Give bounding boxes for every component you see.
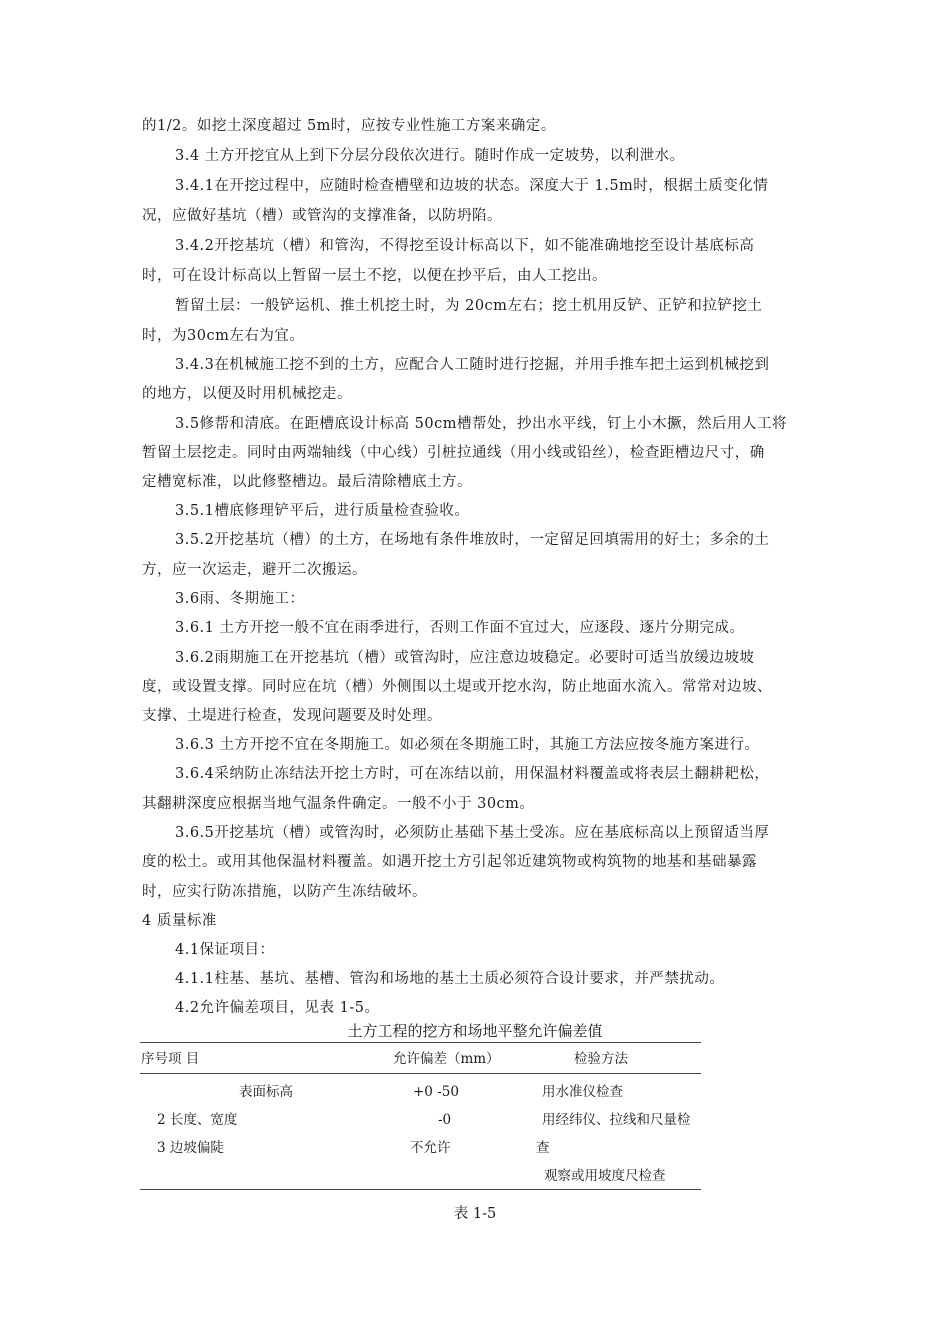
paragraph-line: 时，应实行防冻措施，以防产生冻结破坏。 — [142, 884, 427, 900]
paragraph-line: 4.1保证项目： — [175, 942, 275, 958]
paragraph-line: 定槽宽标准，以此修整槽边。最后清除槽底土方。 — [142, 474, 472, 490]
table-cell-item: 2 长度、宽度 — [157, 1112, 238, 1128]
table-header-method: 检验方法 — [574, 1051, 628, 1067]
paragraph-line: 3.6.4采纳防止冻结法开挖土方时，可在冻结以前，用保温材料覆盖或将表层土翻耕耙松， — [175, 766, 770, 782]
paragraph-line: 度的松土。或用其他保温材料覆盖。如遇开挖土方引起邻近建筑物或构筑物的地基和基础暴露 — [142, 854, 757, 870]
paragraph-line: 度，或设置支撑。同时应在坑（槽）外侧围以土堤或开挖水沟，防止地面水流入。常常对边坡、 — [142, 679, 772, 695]
table-cell-tolerance: -0 — [438, 1112, 452, 1128]
paragraph-line: 3.5.2开挖基坑（槽）的土方，在场地有条件堆放时，一定留足回填需用的好土；多余的土 — [175, 532, 770, 548]
table-title: 土方工程的挖方和场地平整允许偏差值 — [347, 1022, 603, 1040]
paragraph-line: 方，应一次运走，避开二次搬运。 — [142, 562, 367, 578]
paragraph-line: 3.4.3在机械施工挖不到的土方，应配合人工随时进行挖掘，并用手推车把土运到机械挖到 — [175, 357, 770, 373]
table-cell-item: 3 边坡偏陡 — [157, 1140, 224, 1156]
table-cell-item: 表面标高 — [239, 1084, 293, 1100]
paragraph-line: 4.1.1柱基、基坑、基槽、管沟和场地的基土土质必须符合设计要求，并严禁扰动。 — [175, 971, 725, 987]
paragraph-line: 3.6.5开挖基坑（槽）或管沟时，必须防止基础下基土受冻。应在基底标高以上预留适当厚 — [175, 825, 770, 841]
paragraph-line: 3.6.1 土方开挖一般不宜在雨季进行，否则工作面不宜过大，应逐段、逐片分期完成。 — [175, 620, 745, 636]
paragraph-line: 的地方，以便及时用机械挖走。 — [142, 386, 352, 402]
table-cell-method: 用水准仪检查 — [542, 1084, 623, 1100]
table-cell-method: 用经纬仪、拉线和尺量检 — [542, 1112, 691, 1128]
paragraph-line: 况，应做好基坑（槽）或管沟的支撑准备，以防坍陷。 — [142, 208, 502, 224]
table-top-rule — [140, 1042, 701, 1043]
paragraph-line: 3.5.1槽底修理铲平后，进行质量检查验收。 — [175, 503, 470, 519]
paragraph-line: 暂留土层：一般铲运机、推土机挖土时，为 20cm左右；挖土机用反铲、正铲和拉铲挖土 — [175, 298, 763, 314]
table-header-item: 序号项 目 — [141, 1051, 200, 1067]
paragraph-line: 暂留土层挖走。同时由两端轴线（中心线）引桩拉通线（用小线或铅丝），检查距槽边尺寸，确 — [142, 445, 765, 461]
paragraph-line: 3.4.1在开挖过程中，应随时检查槽壁和边坡的状态。深度大于 1.5m时，根据土质变化情 — [175, 178, 769, 194]
paragraph-line: 3.6.2雨期施工在开挖基坑（槽）或管沟时，应注意边坡稳定。必要时可适当放缓边坡坡 — [175, 650, 755, 666]
paragraph-line: 3.4 土方开挖宜从上到下分层分段依次进行。随时作成一定坡势，以利泄水。 — [175, 148, 685, 164]
table-header-rule — [140, 1073, 701, 1074]
table-header-tolerance: 允许偏差（mm） — [393, 1051, 500, 1067]
paragraph-line: 3.6.3 土方开挖不宜在冬期施工。如必须在冬期施工时，其施工方法应按冬施方案进行。 — [175, 737, 760, 753]
table-cell-method: 查 — [536, 1140, 550, 1156]
table-caption: 表 1-5 — [453, 1206, 497, 1222]
paragraph-line: 时，可在设计标高以上暂留一层土不挖，以便在抄平后，由人工挖出。 — [142, 268, 607, 284]
paragraph-line: 3.6雨、冬期施工： — [175, 591, 305, 607]
table-cell-method: 观察或用坡度尺检查 — [544, 1168, 666, 1184]
section-heading: 4 质量标准 — [142, 913, 217, 929]
paragraph-line: 时，为30cm左右为宜。 — [142, 328, 305, 344]
paragraph-line: 其翻耕深度应根据当地气温条件确定。一般不小于 30cm。 — [142, 796, 535, 812]
paragraph-line: 3.5修帮和清底。在距槽底设计标高 50cm槽帮处，抄出水平线，钉上小木撅，然后用人工将 — [175, 416, 787, 432]
table-cell-tolerance: 不允许 — [410, 1140, 451, 1156]
paragraph-line: 4.2允许偏差项目，见表 1-5。 — [175, 1000, 380, 1016]
paragraph-line: 支撑、土堤进行检查，发现问题要及时处理。 — [142, 708, 442, 724]
table-bottom-rule — [140, 1189, 701, 1190]
paragraph-line: 的1/2。如挖土深度超过 5m时，应按专业性施工方案来确定。 — [142, 118, 556, 134]
table-cell-tolerance: +0 -50 — [413, 1084, 459, 1100]
paragraph-line: 3.4.2开挖基坑（槽）和管沟，不得挖至设计标高以下，如不能准确地挖至设计基底标高 — [175, 238, 755, 254]
